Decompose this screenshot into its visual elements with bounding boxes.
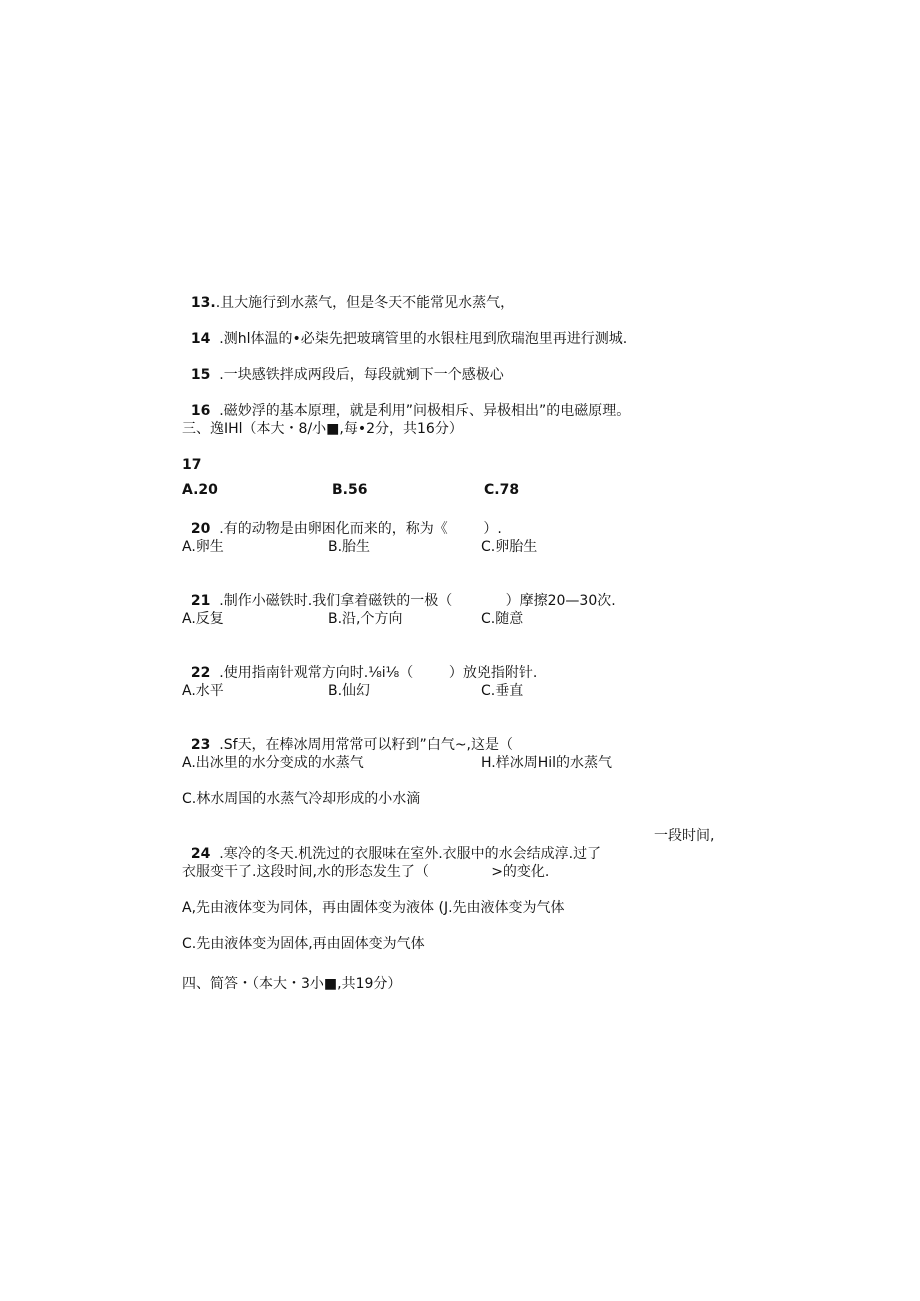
question-23-option-a: A.出冰里的水分变成的水蒸气 bbox=[182, 755, 364, 771]
question-23 bbox=[182, 718, 513, 754]
question-22-option-b: B.仙幻 bbox=[328, 683, 371, 699]
section-4-heading: 四、简答・（本大・3小■,共19分） bbox=[182, 976, 402, 992]
question-22-option-a: A.水平 bbox=[182, 683, 224, 699]
question-24-option-ab: A,先由液体变为同体，再由圊体变为液体 (J.先由液体变为气体 bbox=[182, 900, 565, 916]
question-24-text-line2: 衣服变干了.这段时间,水的形态发生了（ >的变化. bbox=[182, 864, 550, 880]
question-24-number: 24 bbox=[190, 846, 211, 862]
question-24 bbox=[182, 827, 601, 863]
question-17-option-b: B.56 bbox=[332, 482, 368, 498]
question-23-option-b: H.样冰周Hil的水蒸气 bbox=[481, 755, 613, 771]
question-17-option-c: C.78 bbox=[484, 482, 520, 498]
question-20-option-c: C.卵胎生 bbox=[481, 539, 538, 555]
question-15-text: .一块感铁拌成两段后，每段就剜下一个感极心 bbox=[219, 367, 504, 383]
question-14-number: 14 bbox=[190, 331, 211, 347]
question-13 bbox=[182, 276, 514, 312]
question-15 bbox=[182, 348, 504, 384]
question-24-option-c: C.先由液体变为固体,再由固体变为气体 bbox=[182, 936, 425, 952]
question-21-option-a: A.反复 bbox=[182, 611, 224, 627]
question-17-number: 17 bbox=[182, 457, 202, 473]
question-24-text-line1: .寒冷的冬天.机洗过的衣服味在室外.衣服中的水会结成淳.过了 bbox=[219, 846, 602, 862]
question-22-text: .使用指南针观常方向时.⅛i⅛（ ）放兇指附针. bbox=[219, 665, 538, 681]
section-3-heading: 三、逸IHl（本大・8/小■,每•2分，共16分） bbox=[182, 421, 463, 437]
question-16-number: 16 bbox=[190, 403, 211, 419]
question-16-text: .磁妙浮的基本原理，就是利用”问极相斥、异极相出”的电磁原理。 bbox=[219, 403, 631, 419]
question-20-number: 20 bbox=[190, 521, 211, 537]
question-21-number: 21 bbox=[190, 593, 211, 609]
question-23-number: 23 bbox=[190, 737, 211, 753]
question-14-text: .测hl体温的•必柒先把玻璃管里的水银柱甩到欣瑞泡里再进行测城. bbox=[219, 331, 628, 347]
question-17-option-a: A.20 bbox=[182, 482, 218, 498]
question-21-text: .制作小磁铁时.我们拿着磁铁的一极（ ）摩擦20—30次. bbox=[219, 593, 616, 609]
question-16 bbox=[182, 384, 630, 420]
question-20 bbox=[182, 502, 502, 538]
question-24-text-line1-tail: 一段时间, bbox=[654, 828, 715, 844]
question-23-option-c: C.林水周国的水蒸气冷却形成的小水滴 bbox=[182, 791, 421, 807]
question-22-option-c: C.垂直 bbox=[481, 683, 524, 699]
question-15-number: 15 bbox=[190, 367, 211, 383]
question-20-option-b: B.胎生 bbox=[328, 539, 371, 555]
question-21-option-b: B.沿,个方向 bbox=[328, 611, 403, 627]
question-23-text: .Sf天，在棒冰周用常常可以籽到”白气~,这是（ bbox=[219, 737, 513, 753]
question-22-number: 22 bbox=[190, 665, 211, 681]
question-13-number: 13. bbox=[190, 295, 216, 311]
question-13-text: .且大施行到水蒸气，但是冬天不能常见水蒸气， bbox=[215, 295, 515, 311]
question-22 bbox=[182, 646, 537, 682]
question-20-text: .有的动物是由卵困化而来的，称为《 ）. bbox=[219, 521, 502, 537]
question-21-option-c: C.随意 bbox=[481, 611, 524, 627]
question-21 bbox=[182, 574, 616, 610]
question-20-option-a: A.卵生 bbox=[182, 539, 224, 555]
question-14 bbox=[182, 312, 627, 348]
